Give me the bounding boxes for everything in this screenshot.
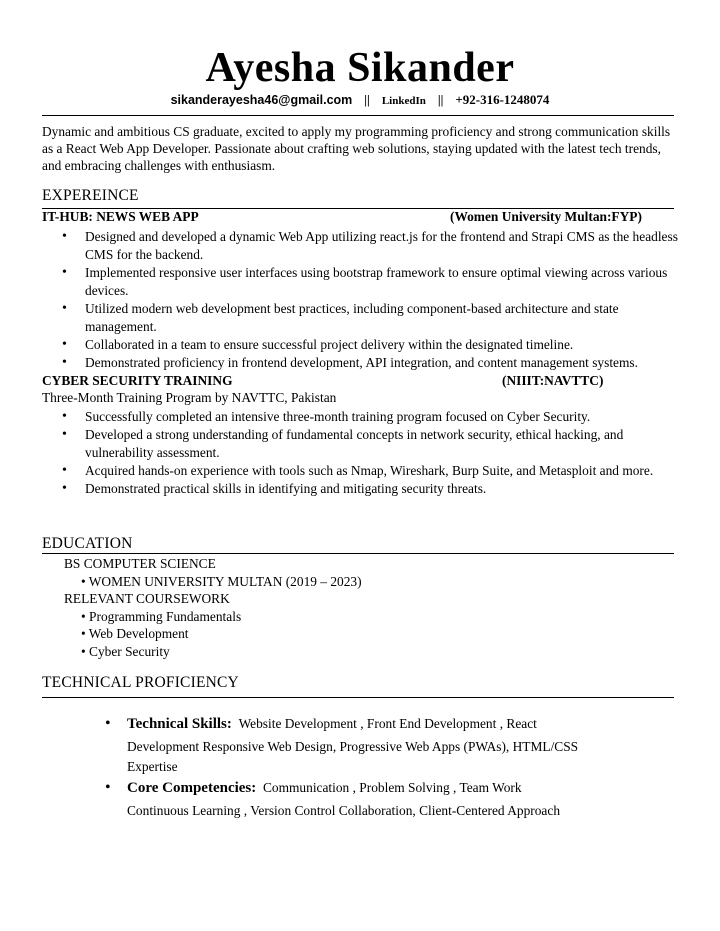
job-header — [42, 209, 654, 225]
phone-number: +92-316-1248074 — [455, 92, 550, 107]
job-bullet-list — [42, 408, 682, 498]
course-item: • Web Development — [81, 626, 189, 641]
education-block — [64, 555, 362, 660]
list-item: • Designed and developed a dynamic Web App utilizing react.js for the frontend and Strapi CMS as the headless CMS for the backend. — [42, 228, 682, 264]
technical-divider — [42, 697, 674, 698]
contact-separator: || — [437, 93, 444, 107]
linkedin-link[interactable]: LinkedIn — [381, 95, 426, 107]
core-competencies-text: Communication , Problem Solving , Team Work — [262, 780, 522, 795]
list-item: • Developed a strong understanding of fundamental concepts in network security, ethical hacking, and vulnerability assessment. — [42, 426, 682, 462]
list-item: • Acquired hands-on experience with tools such as Nmap, Wireshark, Burp Suite, and Metasploit and more. — [42, 462, 682, 480]
core-competencies-label: Core Competencies: — [127, 780, 257, 796]
degree-title: BS COMPUTER SCIENCE — [64, 556, 216, 571]
job-organization: (Women University Multan:FYP) — [450, 209, 642, 224]
technical-heading: TECHNICAL PROFICIENCY — [42, 674, 239, 691]
core-competencies-text: Continuous Learning , Version Control Collaboration, Client-Centered Approach — [127, 803, 561, 818]
technical-skills-label: Technical Skills: — [127, 716, 232, 732]
technical-skills-text: Expertise — [127, 759, 178, 774]
job-organization: (NIIIT:NAVTTC) — [502, 373, 604, 388]
list-item: • Successfully completed an intensive three-month training program focused on Cyber Security. — [42, 408, 682, 426]
summary-paragraph: Dynamic and ambitious CS graduate, excited to apply my programming proficiency and strong communication skills as a React Web App Developer. Passionate about crafting web solutions, staying updated with the latest tech trends, and embracing challenges with enthusiasm. — [42, 124, 671, 173]
job-bullet-list — [42, 228, 682, 372]
technical-skills-item — [105, 712, 665, 776]
job-title: IT-HUB: NEWS WEB APP — [42, 209, 199, 224]
list-item: • Demonstrated proficiency in frontend development, API integration, and content management systems. — [42, 354, 682, 372]
contact-separator: || — [364, 93, 370, 107]
education-divider — [42, 553, 674, 554]
course-item: • Programming Fundamentals — [81, 608, 242, 624]
job-subtitle: Three-Month Training Program by NAVTTC, Pakistan — [42, 390, 337, 405]
technical-skills-text: Website Development , Front End Development , React — [238, 716, 537, 731]
technical-list — [105, 712, 665, 822]
job-header — [42, 373, 654, 389]
university-name: • WOMEN UNIVERSITY MULTAN (2019 – 2023) — [81, 573, 362, 589]
core-competencies-item — [105, 776, 665, 822]
education-heading: EDUCATION — [42, 535, 133, 552]
list-item: • Implemented responsive user interfaces using bootstrap framework to ensure optimal viewing across various devices. — [42, 264, 682, 300]
list-item: • Collaborated in a team to ensure successful project delivery within the designated timeline. — [42, 336, 682, 354]
header-divider — [42, 115, 674, 116]
experience-heading: EXPEREINCE — [42, 187, 139, 204]
email-link[interactable]: sikanderayesha46@gmail.com — [170, 93, 353, 107]
course-item: • Cyber Security — [81, 643, 170, 659]
technical-skills-text: Development Responsive Web Design, Progressive Web Apps (PWAs), HTML/CSS — [127, 739, 579, 754]
list-item: • Demonstrated practical skills in identifying and mitigating security threats. — [42, 480, 682, 498]
coursework-title: RELEVANT COURSEWORK — [64, 591, 230, 606]
contact-line — [0, 92, 720, 108]
job-title: CYBER SECURITY TRAINING — [42, 373, 233, 388]
candidate-name: Ayesha Sikander — [205, 45, 515, 91]
list-item: • Utilized modern web development best practices, including component-based architecture and state management. — [42, 300, 682, 336]
